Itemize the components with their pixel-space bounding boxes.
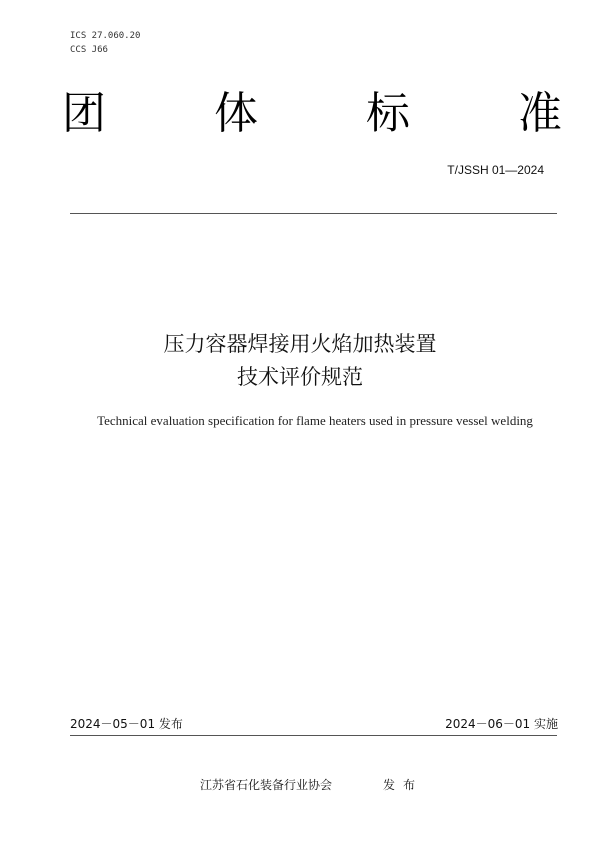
- classification-codes: [70, 29, 140, 57]
- chinese-title: [0, 328, 600, 394]
- document-type-char: 准: [518, 88, 562, 139]
- chinese-title-line-2: 技术评价规范: [237, 365, 363, 389]
- ics-code: ICS 27.060.20: [70, 31, 141, 41]
- standard-number: T/JSSH 01—2024: [447, 163, 544, 177]
- document-type-heading: [62, 88, 562, 140]
- document-type-char: 体: [214, 88, 258, 139]
- top-divider: [70, 213, 557, 214]
- chinese-title-line-1: 压力容器焊接用火焰加热装置: [163, 332, 437, 356]
- document-type-char: 标: [366, 88, 410, 139]
- publish-date: 2024－05－01 发布: [70, 717, 183, 731]
- implement-date: 2024－06－01 实施: [445, 717, 558, 731]
- issuer-name: 江苏省石化装备行业协会: [200, 778, 333, 792]
- document-type-char: 团: [62, 88, 106, 139]
- english-title: Technical evaluation specification for flame heaters used in pressure vessel welding: [97, 413, 533, 428]
- bottom-divider: [70, 735, 557, 736]
- ccs-code: CCS J66: [70, 45, 108, 55]
- issue-action: 发布: [383, 778, 424, 792]
